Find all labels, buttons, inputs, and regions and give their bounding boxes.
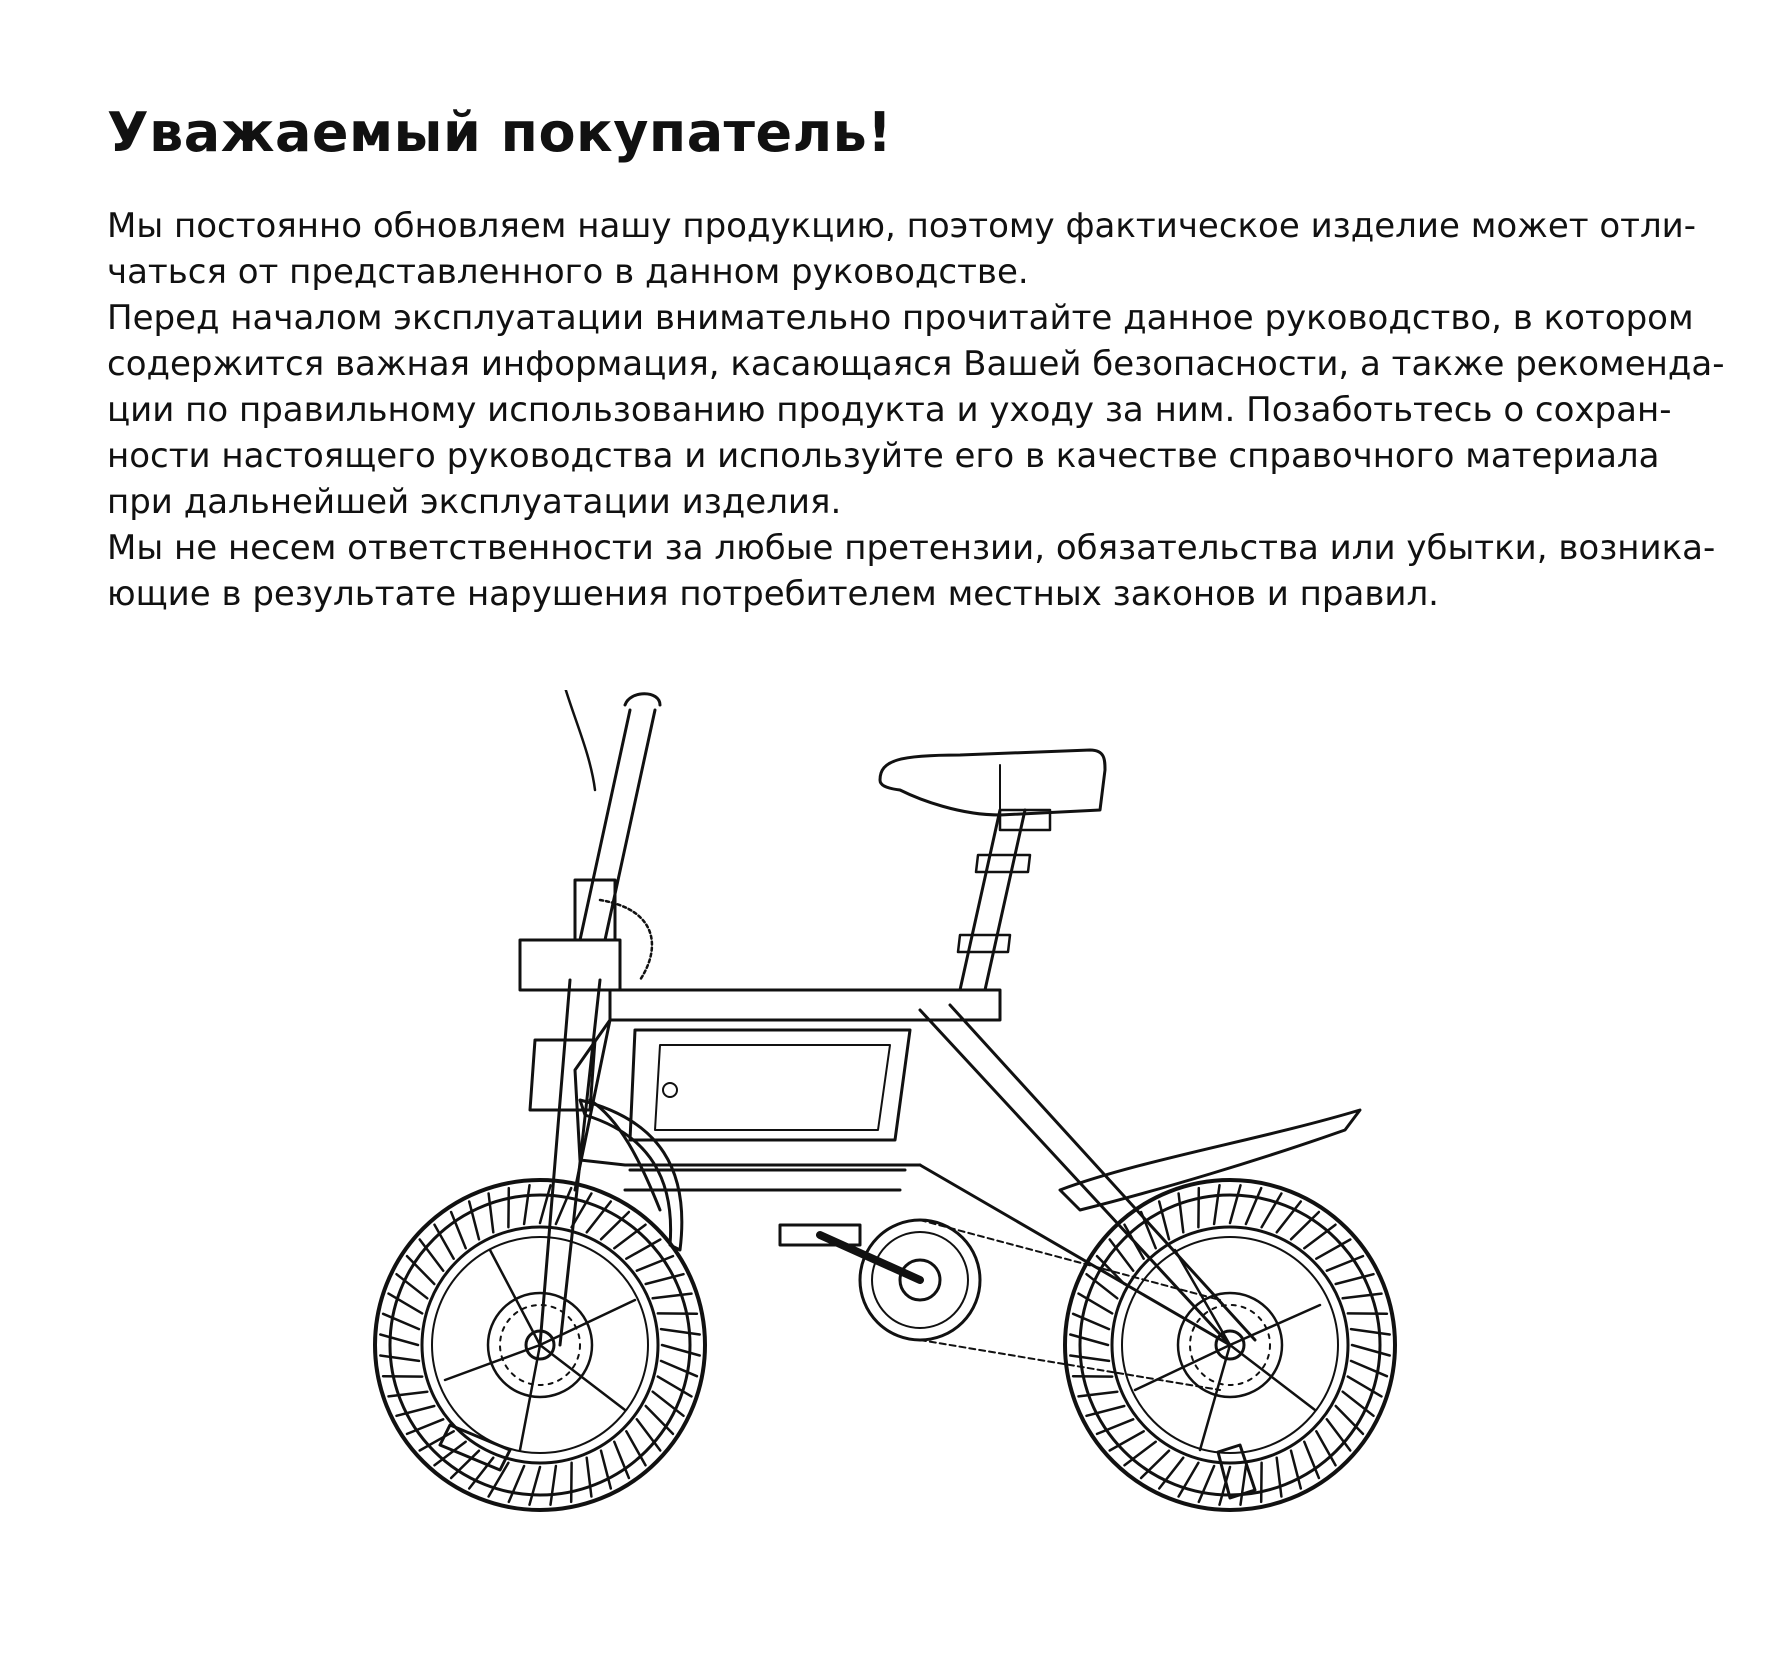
tread-mark <box>661 1329 700 1334</box>
text-line: при дальнейшей эксплуатации изделия. <box>107 482 842 522</box>
tread-mark <box>1214 1185 1219 1224</box>
text-line: ности настоящего руководства и используйте его в качестве справочного материала <box>107 436 1660 476</box>
tread-mark <box>661 1361 697 1376</box>
tread-mark <box>530 1467 541 1505</box>
tread-mark <box>1179 1194 1184 1233</box>
tread-mark <box>420 1240 444 1271</box>
tread-mark <box>1070 1335 1108 1346</box>
front-fork <box>520 940 660 1345</box>
tread-mark <box>380 1335 418 1346</box>
tread-mark <box>587 1458 592 1497</box>
tread-mark <box>556 1188 571 1224</box>
tread-mark <box>1352 1345 1390 1356</box>
tread-mark <box>1073 1314 1109 1329</box>
text-line: ющие в результате нарушения потребителем местных законов и правил. <box>107 574 1439 614</box>
tread-mark <box>1351 1329 1390 1334</box>
tread-mark <box>1351 1361 1387 1376</box>
tread-mark <box>1199 1466 1214 1502</box>
text-line: Перед началом эксплуатации внимательно прочитайте данное руководство, в котором <box>107 298 1694 338</box>
intro-text <box>107 203 1725 617</box>
text-line: чаться от представленного в данном руководстве. <box>107 252 1029 292</box>
text-line: Мы не несем ответственности за любые претензии, обязательства или убытки, возника- <box>107 528 1716 568</box>
e-bike-line-drawing <box>360 690 1420 1550</box>
e-bike-illustration <box>360 690 1420 1550</box>
tread-mark <box>1070 1356 1109 1361</box>
text-line: Мы постоянно обновляем нашу продукцию, поэтому фактическое изделие может отли- <box>107 206 1697 246</box>
tread-mark <box>1343 1294 1382 1299</box>
tread-mark <box>1246 1188 1261 1224</box>
text-line: ции по правильному использованию продукта и уходу за ним. Позаботьтесь о сохран- <box>107 390 1672 430</box>
seat <box>880 750 1105 990</box>
tread-mark <box>1304 1225 1335 1249</box>
tread-mark <box>389 1392 428 1397</box>
page-title: Уважаемый покупатель! <box>107 101 893 164</box>
text-line: содержится важная информация, касающаяся Вашей безопасности, а также рекоменда- <box>107 344 1725 384</box>
tread-mark <box>489 1194 494 1233</box>
tread-mark <box>1125 1442 1156 1466</box>
tread-mark <box>1277 1458 1282 1497</box>
tread-mark <box>1230 1185 1241 1223</box>
frame <box>575 990 1255 1345</box>
tread-mark <box>653 1294 692 1299</box>
tread-mark <box>1241 1466 1246 1505</box>
tread-mark <box>662 1345 700 1356</box>
tread-mark <box>540 1185 551 1223</box>
tread-mark <box>1110 1240 1134 1271</box>
tread-mark <box>380 1356 419 1361</box>
tread-mark <box>383 1314 419 1329</box>
tread-mark <box>551 1466 556 1505</box>
steering-column <box>575 694 660 980</box>
tread-mark <box>1079 1392 1118 1397</box>
tread-mark <box>614 1225 645 1249</box>
tread-mark <box>509 1466 524 1502</box>
tread-mark <box>524 1185 529 1224</box>
tread-mark <box>637 1419 661 1450</box>
tread-mark <box>1327 1419 1351 1450</box>
